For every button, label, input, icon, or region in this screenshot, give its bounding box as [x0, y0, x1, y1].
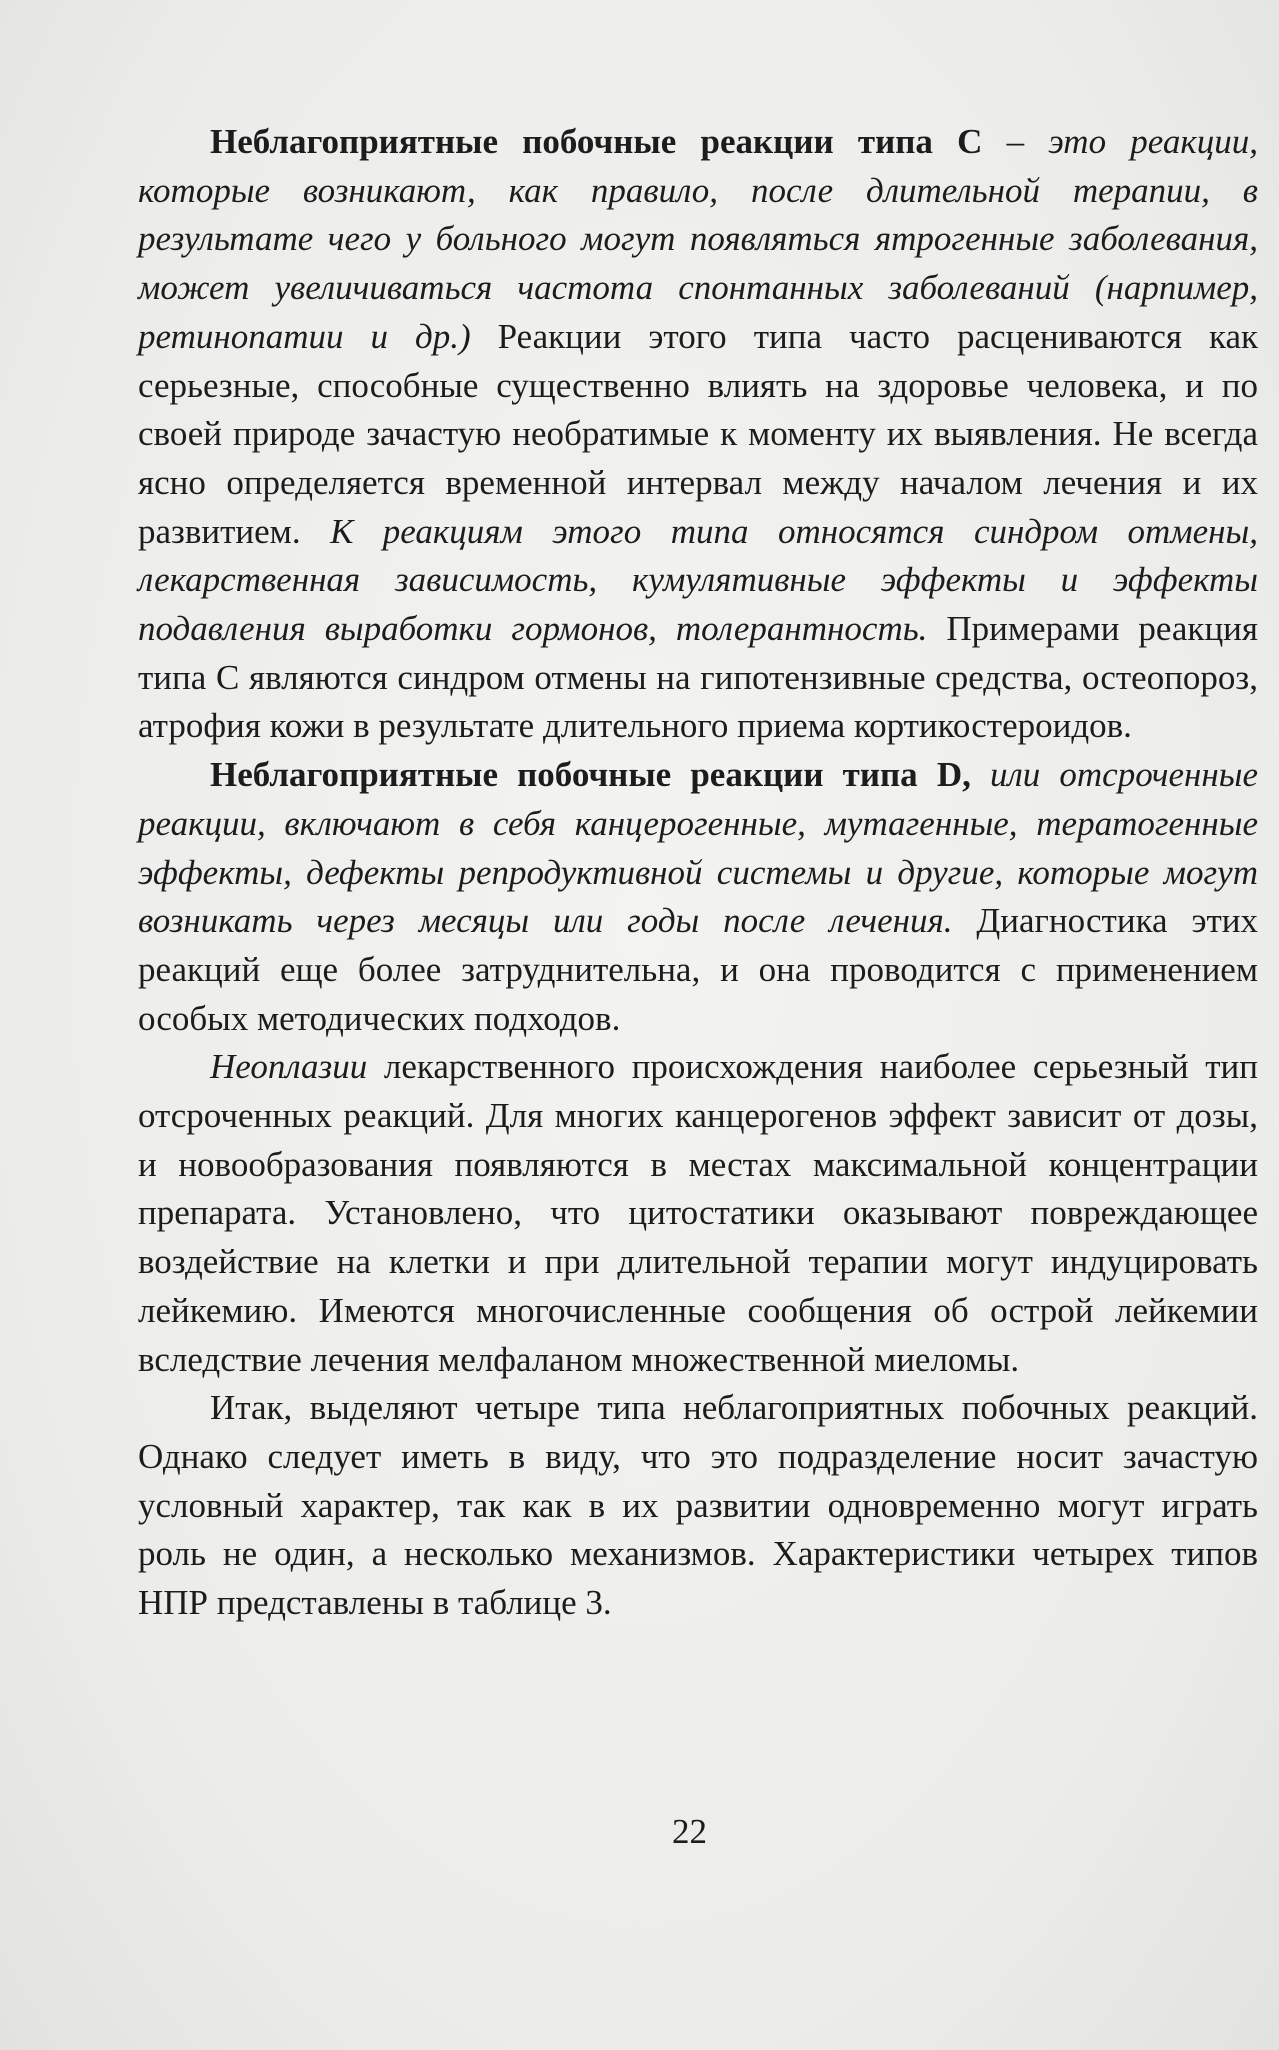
- italic-definition-d: или отсроченные реакции, включают в себя канцерогенные, мутагенные, тератогенные эффекты, дефекты репродуктивной системы и другие, которые могут возникать через месяцы или годы после лечения.: [138, 755, 1258, 941]
- term-neoplasia: Неоплазии: [210, 1047, 368, 1087]
- paragraph-neoplasia: [138, 1043, 1258, 1384]
- paragraph-type-d: [138, 751, 1258, 1043]
- italic-definition-c: – это реакции, которые возникают, как правило, после длительной терапии, в результате чего у больного могут появляться ятрогенные заболевания, может увеличиваться частота спонтанных заболеваний (нарпимер, ретинопатии и др.): [138, 122, 1258, 356]
- body-text-d: Диагностика этих реакций еще более затруднительна, и она проводится с применением особых методических подходов.: [138, 901, 1258, 1038]
- body-text: [138, 118, 1258, 1628]
- paragraph-summary: [138, 1384, 1258, 1628]
- heading-type-d: Неблагоприятные побочные реакции типа D,: [210, 755, 971, 795]
- page-number: 22: [672, 1812, 707, 1851]
- heading-type-c: Неблагоприятные побочные реакции типа С: [210, 122, 983, 161]
- body-text-summary: Итак, выделяют четыре типа неблагоприятных побочных реакций. Однако следует иметь в виду, что это подразделение носит зачастую условный характер, так как в их развитии одновременно могут играть роль не один, а несколько механизмов. Характеристики четырех типов НПР представлены в таблице 3.: [138, 1388, 1258, 1623]
- body-text-neoplasia: лекарственного происхождения наиболее серьезный тип отсроченных реакций. Для многих канцерогенов эффект зависит от дозы, и новообразования появляются в местах максимальной концентрации препарата. Установлено, что цитостатики оказывают повреждающее воздействие на клетки и при длительной терапии могут индуцировать лейкемию. Имеются многочисленные сообщения об острой лейкемии вследствие лечения мелфаланом множественной миеломы.: [138, 1047, 1258, 1379]
- paragraph-type-c: [138, 118, 1258, 751]
- italic-list-c: К реакциям этого типа относятся синдром отмены, лекарственная зависимость, кумулятивные эффекты и эффекты подавления выработки гормонов, толерантность.: [138, 511, 1258, 649]
- body-text-c-1: Реакции этого типа часто расцениваются как серьезные, способные существенно влиять на здоровье человека, и по своей природе зачастую необратимые к моменту их выявления. Не всегда ясно определяется временной интервал между началом лечения и их развитием.: [138, 316, 1258, 551]
- body-text-c-2: Примерами реакция типа С являются синдром отмены на гипотензивные средства, остеопороз, атрофия кожи в результате длительного приема кортикостероидов.: [138, 609, 1258, 746]
